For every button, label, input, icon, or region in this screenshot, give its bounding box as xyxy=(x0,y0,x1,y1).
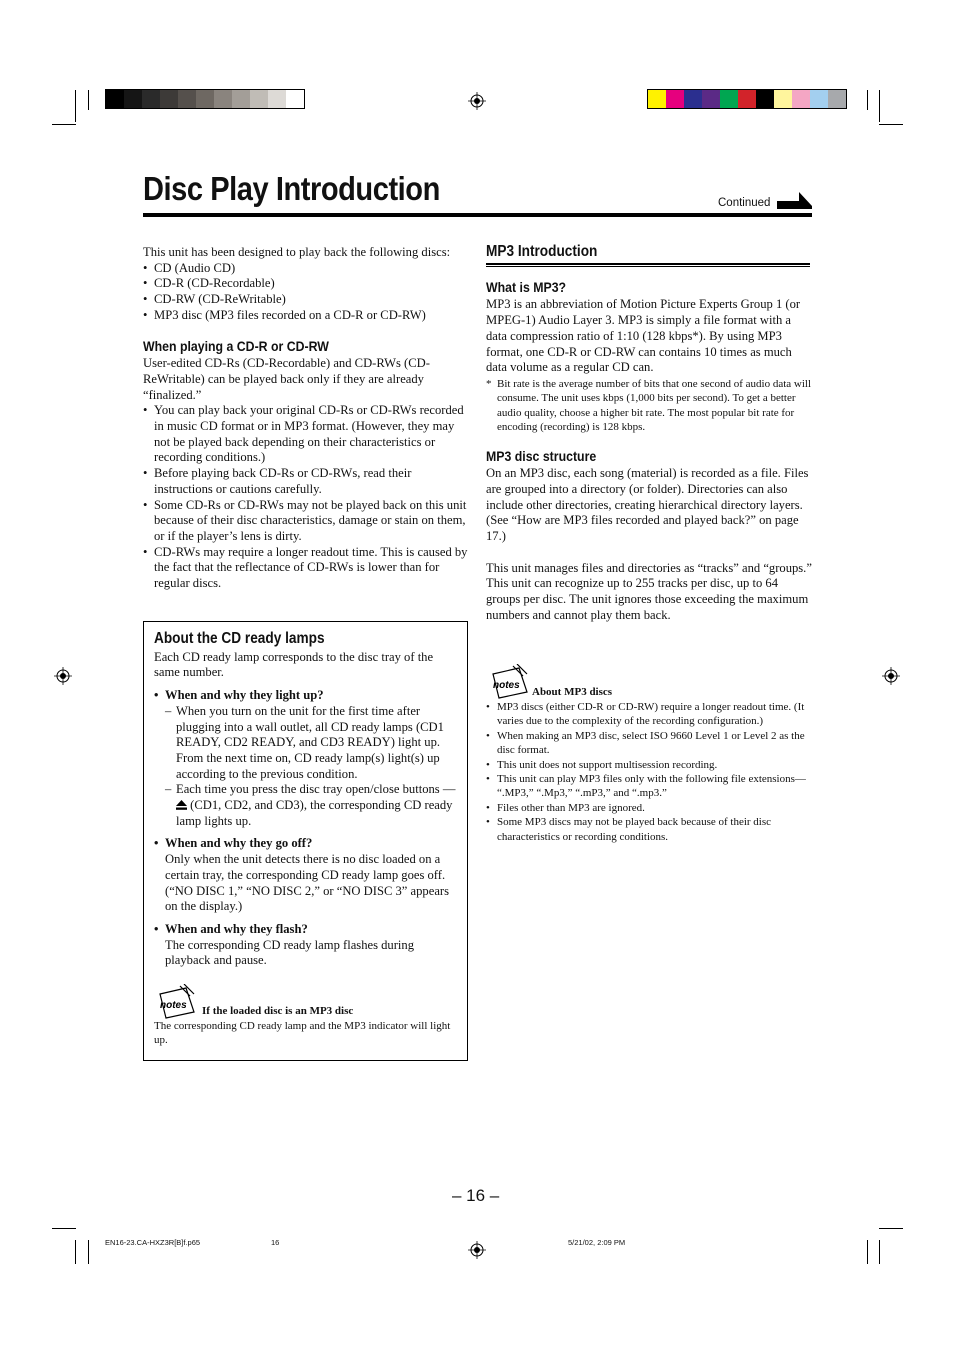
list-item: • MP3 discs (either CD-R or CD-RW) require a longer readout time. (It varies due to the complexity of the recording configuration.) xyxy=(486,700,812,729)
footnote: * Bit rate is the average number of bits that one second of audio data will consume. The unit uses kbps (1,000 bits per second). To get a better audio quality, choose a higher bit rate. The most popular bit rate for encoding (recording) is 128 kbps. xyxy=(486,377,812,434)
what-is-mp3-heading: What is MP3? xyxy=(486,278,567,295)
page-number: – 16 – xyxy=(452,1186,500,1205)
list-item: • This unit does not support multisession recording. xyxy=(486,758,812,772)
left-column xyxy=(143,245,469,592)
page-title: Disc Play Introduction xyxy=(143,170,440,207)
list-item: • CD-RWs may require a longer readout time. This is caused by the fact that the reflectance of CD-RWs is lower than for regular discs. xyxy=(143,545,469,592)
disc-type-list xyxy=(143,261,469,324)
crop-mark xyxy=(879,90,880,122)
crop-mark xyxy=(52,124,76,125)
cdr-heading: When playing a CD-R or CD-RW xyxy=(143,337,329,354)
color-swatch xyxy=(286,90,304,108)
color-swatch xyxy=(810,90,828,108)
title-rule xyxy=(143,213,812,217)
color-swatch xyxy=(232,90,250,108)
list-item: • When making an MP3 disc, select ISO 9660 Level 1 or Level 2 as the disc format. xyxy=(486,729,812,758)
list-item: • Before playing back CD-Rs or CD-RWs, read their instructions or cautions carefully. xyxy=(143,466,469,497)
mp3-structure-heading: MP3 disc structure xyxy=(486,447,597,464)
color-swatch xyxy=(142,90,160,108)
color-swatch xyxy=(792,90,810,108)
notes-label: notes xyxy=(493,680,520,691)
color-swatch xyxy=(702,90,720,108)
footer-file-name: EN16-23.CA-HXZ3R[B]f.p65 xyxy=(105,1238,201,1247)
color-swatch xyxy=(828,90,846,108)
box-note-text: The corresponding CD ready lamp and the MP3 indicator will light up. xyxy=(154,1020,451,1047)
crop-mark xyxy=(879,124,903,125)
eject-icon xyxy=(176,800,187,810)
grayscale-calibration-bar xyxy=(105,89,305,109)
cdr-bullet-list xyxy=(143,403,469,591)
question-light-up: • When and why they light up? – When you turn on the unit for the first time after plugging into a wall outlet, all CD ready lamps (CD1 READY, CD2 READY, and CD3 READY) light up. From the next time on, CD ready lamp(s) light(s) up according to the previous condition. – Each time you press the disc tray open/close buttons — (CD1, CD2, and CD3), the corresponding CD ready lamp lights up. xyxy=(154,688,458,829)
crop-mark xyxy=(88,90,89,110)
crop-mark xyxy=(879,1228,903,1229)
color-swatch xyxy=(684,90,702,108)
list-item: – When you turn on the unit for the first time after plugging into a wall outlet, all CD ready lamps (CD1 READY, CD2 READY, and CD3 READY) light up. From the next time on, CD ready lamp(s) light(s) up according to the previous condition. xyxy=(165,704,458,783)
color-swatch xyxy=(666,90,684,108)
footer-page: 16 xyxy=(271,1238,280,1247)
list-item: • This unit can play MP3 files only with the following file extensions— “.MP3,” “.Mp3,” “.mP3,” and “.mp3.” xyxy=(486,772,812,801)
mp3-intro-heading: MP3 Introduction xyxy=(486,243,598,260)
box-note-title: If the loaded disc is an MP3 disc xyxy=(202,1005,354,1017)
mp3-note-list xyxy=(486,700,812,844)
color-swatch xyxy=(160,90,178,108)
crop-mark xyxy=(879,1240,880,1264)
color-swatch xyxy=(214,90,232,108)
crop-mark xyxy=(75,1240,76,1264)
notes-label: notes xyxy=(160,1000,187,1011)
crop-mark xyxy=(867,90,868,110)
answer-list xyxy=(165,704,458,830)
list-item: • MP3 disc (MP3 files recorded on a CD-R or CD-RW) xyxy=(143,308,469,324)
question-go-off: • When and why they go off? Only when the unit detects there is no disc loaded on a certain tray, the corresponding CD ready lamp goes off. (“NO DISC 1,” “NO DISC 2,” or “NO DISC 3” appears on the display.) xyxy=(154,836,458,915)
registration-mark-icon xyxy=(468,1241,486,1259)
registration-mark-icon xyxy=(468,92,486,110)
heading-rule xyxy=(486,263,810,267)
answer-text: The corresponding CD ready lamp flashes during playback and pause. xyxy=(165,937,415,968)
what-is-mp3-text: MP3 is an abbreviation of Motion Picture Experts Group 1 (or MPEG-1) Audio Layer 3. MP3 is simply a file format with a data compression ratio of 1:10 (128 kbps*). By using MP3 format, one CD-R or CD-RW can contains 10 times as much data volume as a regular CD can. xyxy=(486,297,801,375)
question-text: When and why they flash? xyxy=(165,921,308,936)
list-item: • Some MP3 discs may not be played back because of their disc characteristics or recording conditions. xyxy=(486,815,812,844)
box-heading: About the CD ready lamps xyxy=(154,630,325,647)
answer-text: Only when the unit detects there is no disc loaded on a certain tray, the corresponding CD ready lamp goes off. (“NO DISC 1,” “NO DISC 2,” or “NO DISC 3” appears on the display.) xyxy=(165,852,449,914)
color-swatch xyxy=(720,90,738,108)
footer-date: 5/21/02, 2:09 PM xyxy=(568,1238,626,1247)
list-item: – Each time you press the disc tray open/close buttons — (CD1, CD2, and CD3), the corresponding CD ready lamp lights up. xyxy=(165,782,458,829)
registration-mark-icon xyxy=(54,667,72,685)
question-text: When and why they light up? xyxy=(165,688,324,703)
notes-icon xyxy=(156,984,198,1020)
continued-arrow-icon xyxy=(777,192,813,210)
list-item: • CD-RW (CD-ReWritable) xyxy=(143,292,469,308)
color-swatch xyxy=(774,90,792,108)
crop-mark xyxy=(867,1240,868,1264)
right-column xyxy=(486,244,812,624)
color-swatch xyxy=(268,90,286,108)
question-flash: • When and why they flash? The corresponding CD ready lamp flashes during playback and pause. xyxy=(154,922,458,969)
list-item: • CD-R (CD-Recordable) xyxy=(143,276,469,292)
list-item: • Files other than MP3 are ignored. xyxy=(486,801,812,815)
list-item: • CD (Audio CD) xyxy=(143,261,469,277)
color-swatch xyxy=(738,90,756,108)
notes-icon xyxy=(489,664,531,700)
continued-label: Continued xyxy=(718,197,771,209)
color-swatch xyxy=(106,90,124,108)
color-swatch xyxy=(124,90,142,108)
mp3-note-title: About MP3 discs xyxy=(532,686,613,698)
color-swatch xyxy=(250,90,268,108)
color-swatch xyxy=(196,90,214,108)
crop-mark xyxy=(52,1228,76,1229)
color-swatch xyxy=(756,90,774,108)
intro-text: This unit has been designed to play back the following discs: xyxy=(143,245,451,259)
color-calibration-bar xyxy=(647,89,847,109)
crop-mark xyxy=(75,90,76,122)
color-swatch xyxy=(178,90,196,108)
cdr-intro: User-edited CD-Rs (CD-Recordable) and CD-RWs (CD-ReWritable) can be played back only if they are already “finalized.” xyxy=(143,356,430,402)
registration-mark-icon xyxy=(882,667,900,685)
cd-ready-lamps-content xyxy=(154,631,458,969)
color-swatch xyxy=(648,90,666,108)
list-item: • Some CD-Rs or CD-RWs may not be played back on this unit because of their disc characteristics, damage or stain on them, or if the player’s lens is dirty. xyxy=(143,498,469,545)
structure-text-1: On an MP3 disc, each song (material) is recorded as a file. Files are grouped into a directory (or folder). Directories can also include other directories, creating hierarchical directory layers. (See “How are MP3 files recorded and played back?” on page 17.) xyxy=(486,466,809,544)
box-intro: Each CD ready lamp corresponds to the disc tray of the same number. xyxy=(154,649,434,680)
crop-mark xyxy=(88,1240,89,1264)
list-item: • You can play back your original CD-Rs or CD-RWs recorded in music CD format or in MP3 format. (However, they may not be played back depending on their characteristics or recording conditions.) xyxy=(143,403,469,466)
question-text: When and why they go off? xyxy=(165,836,313,851)
structure-text-2: This unit manages files and directories as “tracks” and “groups.” This unit can recognize up to 255 tracks per disc, up to 64 groups per disc. The unit ignores those exceeding the maximum numbers and cannot play them back. xyxy=(486,560,812,622)
